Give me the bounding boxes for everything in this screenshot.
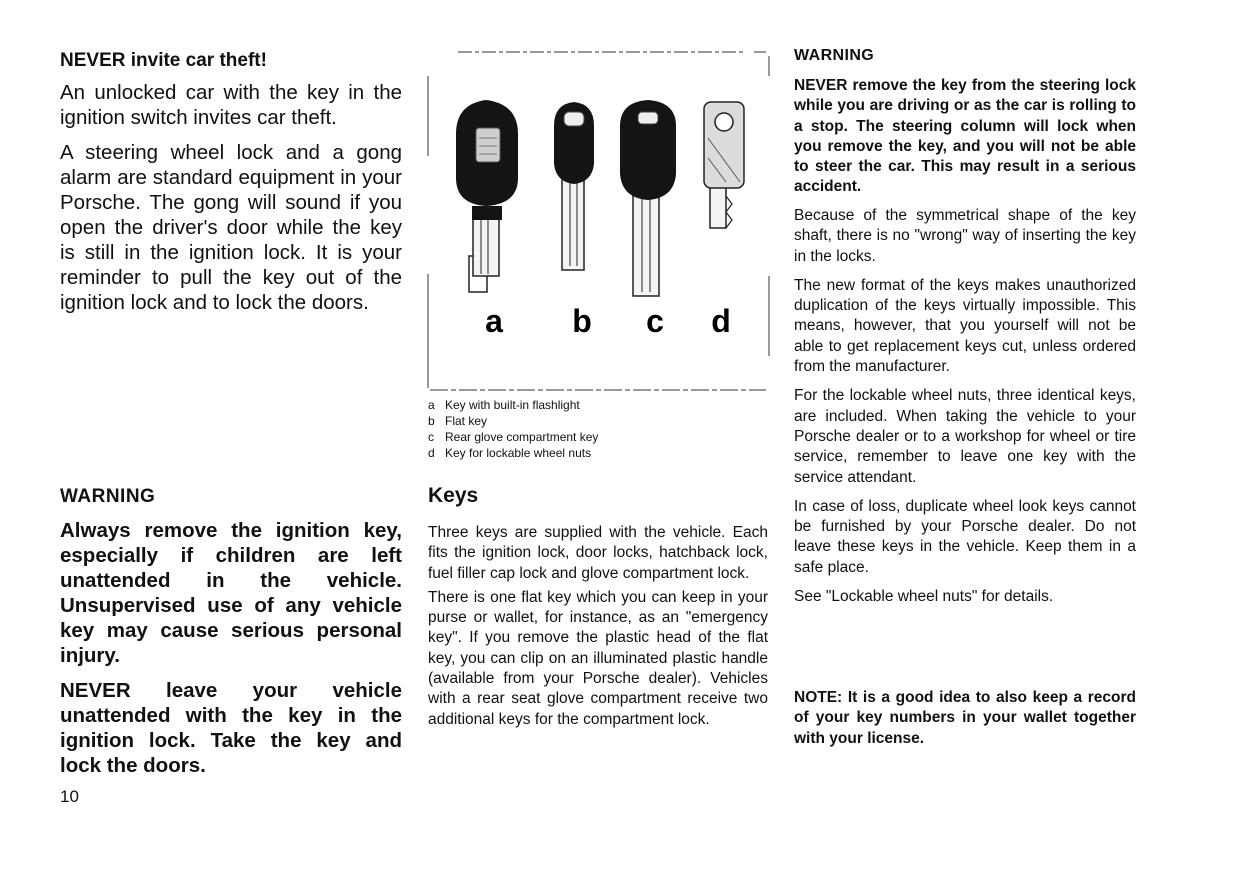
body-paragraph: The new format of the keys makes unauthorized duplication of the keys virtually impossible. This means, however, that you yourself will not be able to get replacement keys cut, unless ordered from the manufacturer.: [794, 276, 1136, 376]
key-c-glove-compartment-icon: [620, 100, 676, 296]
key-a-flashlight-icon: [456, 100, 518, 292]
keys-illustration: [426, 46, 770, 394]
caption-letter: a: [428, 398, 435, 412]
right-warning-heading: WARNING: [794, 47, 875, 64]
figure-captions: [428, 397, 768, 461]
caption-row: [428, 397, 768, 413]
caption-row: [428, 429, 768, 445]
caption-text: Key for lockable wheel nuts: [445, 446, 592, 460]
intro-text: [60, 80, 402, 325]
warning-paragraph: NEVER leave your vehicle unattended with the key in the ignition lock. Take the key and lock the doors.: [60, 679, 402, 777]
caption-text: Flat key: [445, 414, 488, 428]
intro-paragraph: A steering wheel lock and a gong alarm are standard equipment in your Porsche. The gong will sound if you open the driver's door while the key is still in the ignition lock. It is your reminder to pull the key out of the ignition lock and to lock the doors.: [60, 141, 402, 314]
right-body-text: [794, 206, 1136, 616]
key-b-flat-icon: [554, 102, 594, 270]
body-paragraph: In case of loss, duplicate wheel look keys cannot be furnished by your Porsche dealer. Do not leave these keys in the vehicle. Keep them in a safe place.: [794, 497, 1136, 576]
warning-heading: WARNING: [60, 486, 156, 507]
caption-letter: b: [428, 414, 435, 428]
caption-text: Key with built-in flashlight: [445, 398, 580, 412]
note-text: NOTE: It is a good idea to also keep a record of your key numbers in your wallet together with your license.: [794, 689, 1136, 747]
page-number: 10: [60, 787, 79, 806]
warning-paragraph: Always remove the ignition key, especially if children are left unattended in the vehicle. Unsupervised use of any vehicle key may cause serious personal injury.: [60, 519, 402, 667]
keys-heading: Keys: [428, 484, 479, 507]
body-paragraph: For the lockable wheel nuts, three identical keys, are included. When taking the vehicle to your Porsche dealer or to a workshop for wheel or tire service, remember to leave one key with the service attendant.: [794, 387, 1136, 486]
figure-label-d: d: [711, 303, 731, 339]
intro-paragraph: An unlocked car with the key in the ignition switch invites car theft.: [60, 81, 402, 129]
caption-row: [428, 413, 768, 429]
body-paragraph: Because of the symmetrical shape of the key shaft, there is no "wrong" way of inserting the key in the locks.: [794, 207, 1136, 265]
keys-paragraph: Three keys are supplied with the vehicle. Each fits the ignition lock, door locks, hatchback lock, fuel filler cap lock and glove compartment lock.: [428, 524, 768, 582]
figure-label-c: c: [646, 303, 664, 339]
figure-label-b: b: [572, 303, 592, 339]
right-warning-text: NEVER remove the key from the steering lock while you are driving or as the car is rolling to a stop. The steering column will lock when you remove the key, and you will not be able to steer the car. This may result in a serious accident.: [794, 77, 1136, 196]
caption-row: [428, 445, 768, 461]
caption-letter: c: [428, 430, 434, 444]
section-title-car-theft: NEVER invite car theft!: [60, 50, 267, 71]
caption-text: Rear glove compartment key: [445, 430, 599, 444]
warning-text: [60, 518, 402, 788]
caption-letter: d: [428, 446, 435, 460]
body-paragraph: See "Lockable wheel nuts" for details.: [794, 588, 1054, 606]
key-d-wheel-nut-icon: [704, 102, 744, 228]
figure-label-a: a: [485, 303, 503, 339]
keys-paragraph: There is one flat key which you can keep in your purse or wallet, for instance, as an "emergency key". If you remove the plastic head of the flat key, you can clip on an illuminated plastic handle (available from your Porsche dealer). Vehicles with a rear seat glove compartment receive two additional keys for the compartment lock.: [428, 588, 768, 728]
keys-text: [428, 523, 768, 734]
